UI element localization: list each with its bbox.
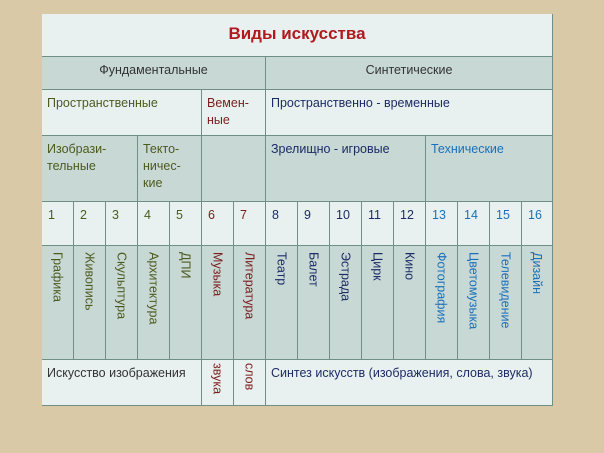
art-cell [74,246,106,360]
art-name: Архитектура [146,252,161,325]
category-technical: Технические [426,136,553,202]
art-number: 8 [266,202,298,246]
group-synthetic: Синтетические [266,57,553,90]
art-number: 4 [138,202,170,246]
art-number: 15 [490,202,522,246]
art-number: 10 [330,202,362,246]
art-cell [234,246,266,360]
art-name: Балет [306,252,321,287]
category-spectacle: Зрелищно - игровые [266,136,426,202]
category-figurative: Изобрази-тельные [42,136,138,202]
art-cell [170,246,202,360]
art-cell [138,246,170,360]
group-fundamental: Фундаментальные [42,57,266,90]
art-cell [490,246,522,360]
category-tectonic: Текто-ничес-кие [138,136,202,202]
category-empty [202,136,266,202]
art-number: 6 [202,202,234,246]
art-cell [42,246,74,360]
art-name: Телевидение [498,252,513,329]
art-types-table [42,14,553,406]
art-number: 5 [170,202,202,246]
subgroup-spatial: Пространственные [42,90,202,136]
art-number: 11 [362,202,394,246]
footer-word-cell [234,360,266,406]
footer-sound: звука [210,363,225,395]
footer-synthesis: Синтез искусств (изображения, слова, звука) [266,360,553,406]
art-name: Театр [274,252,289,286]
subgroup-temporal: Вемен-ные [202,90,266,136]
art-number: 7 [234,202,266,246]
art-cell [202,246,234,360]
footer-word: слов [242,363,257,391]
art-cell [298,246,330,360]
art-name: Цветомузыка [466,252,481,330]
art-name: Литература [242,252,257,320]
art-cell [394,246,426,360]
art-number: 14 [458,202,490,246]
art-cell [426,246,458,360]
art-cell [266,246,298,360]
art-name: Дизайн [530,252,544,295]
art-cell [362,246,394,360]
art-cell [458,246,490,360]
art-name: ДПИ [178,252,193,279]
art-number: 1 [42,202,74,246]
art-name: Скульптура [114,252,129,320]
art-name: Живопись [82,252,97,311]
art-name: Музыка [210,252,225,297]
art-name: Эстрада [338,252,353,302]
art-number: 12 [394,202,426,246]
art-name: Графика [50,252,65,302]
footer-sound-cell [202,360,234,406]
art-cell [330,246,362,360]
art-name: Фотография [434,252,449,324]
art-number: 13 [426,202,458,246]
art-number: 16 [522,202,553,246]
art-number: 2 [74,202,106,246]
art-number: 9 [298,202,330,246]
art-number: 3 [106,202,138,246]
art-cell [106,246,138,360]
art-cell [522,246,553,360]
art-name: Цирк [370,252,385,281]
subgroup-spatiotemporal: Пространственно - временные [266,90,553,136]
table-title: Виды искусства [42,14,553,57]
art-name: Кино [402,252,417,281]
footer-image-art: Искусство изображения [42,360,202,406]
